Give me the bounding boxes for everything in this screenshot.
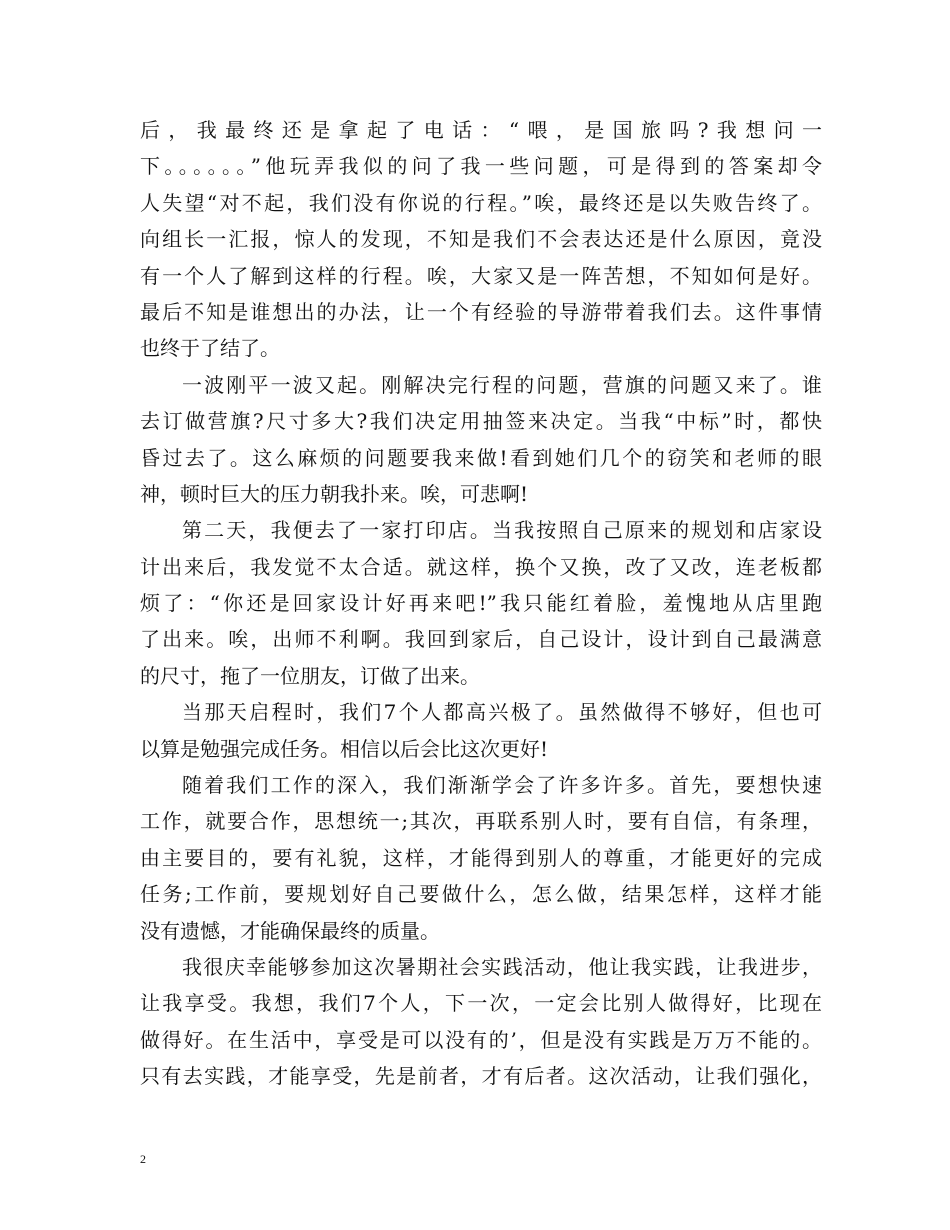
text-line-20: 工作，就要合作，思想统一;其次，再联系别人时，要有自信，有条理， (140, 809, 822, 834)
text-line-18: 以算是勉强完成任务。相信以后会比这次更好! (140, 736, 549, 761)
text-line-27: 只有去实践，才能享受，先是前者，才有后者。这次活动，让我们强化， (140, 1064, 822, 1089)
text-line-6: 最后不知是谁想出的办法，让一个有经验的导游带着我们去。这件事情 (140, 299, 822, 324)
text-line-17: 当那天启程时，我们7个人都高兴极了。虽然做得不够好，但也可 (182, 700, 822, 725)
text-line-15: 了出来。唉，出师不利啊。我回到家后，自己设计，设计到自己最满意 (140, 627, 822, 652)
text-line-16: 的尺寸，拖了一位朋友，订做了出来。 (140, 663, 480, 688)
text-line-13: 计出来后，我发觉不太合适。就这样，换个又换，改了又改，连老板都 (140, 554, 822, 579)
text-line-2: 下。。。。。。”他玩弄我似的问了我一些问题，可是得到的答案却令 (140, 154, 822, 179)
text-line-21: 由主要目的，要有礼貌，这样，才能得到别人的尊重，才能更好的完成 (140, 845, 822, 870)
document-body (140, 112, 822, 1095)
text-line-9: 去订做营旗?尺寸多大?我们决定用抽签来决定。当我“中标”时，都快 (140, 409, 822, 434)
text-line-25: 让我享受。我想，我们7个人，下一次，一定会比别人做得好，比现在 (140, 991, 822, 1016)
text-line-4: 向组长一汇报，惊人的发现，不知是我们不会表达还是什么原因，竟没 (140, 227, 822, 252)
text-line-3: 人失望“对不起，我们没有你说的行程。”唉，最终还是以失败告终了。 (140, 190, 822, 215)
text-line-24: 我很庆幸能够参加这次暑期社会实践活动，他让我实践，让我进步， (182, 954, 822, 979)
text-line-19: 随着我们工作的深入，我们渐渐学会了许多许多。首先，要想快速 (182, 773, 822, 798)
text-line-12: 第二天，我便去了一家打印店。当我按照自己原来的规划和店家设 (182, 518, 822, 543)
text-line-22: 任务;工作前，要规划好自己要做什么，怎么做，结果怎样，这样才能 (140, 882, 822, 907)
text-line-14: 烦了：“你还是回家设计好再来吧!”我只能红着脸，羞愧地从店里跑 (140, 591, 822, 616)
text-line-1: 后，我最终还是拿起了电话：“喂，是国旅吗?我想问一 (140, 118, 822, 142)
text-line-5: 有一个人了解到这样的行程。唉，大家又是一阵苦想，不知如何是好。 (140, 263, 822, 288)
text-line-26: 做得好。在生活中，享受是可以没有的’，但是没有实践是万万不能的。 (140, 1027, 822, 1052)
text-line-8: 一波刚平一波又起。刚解决完行程的问题，营旗的问题又来了。谁 (182, 372, 822, 397)
text-line-11: 神，顿时巨大的压力朝我扑来。唉，可悲啊! (140, 481, 529, 506)
text-line-10: 昏过去了。这么麻烦的问题要我来做!看到她们几个的窃笑和老师的眼 (140, 445, 822, 470)
page-number: 2 (140, 1152, 146, 1166)
text-line-7: 也终于了结了。 (140, 336, 280, 361)
text-line-23: 没有遗憾，才能确保最终的质量。 (140, 918, 440, 943)
